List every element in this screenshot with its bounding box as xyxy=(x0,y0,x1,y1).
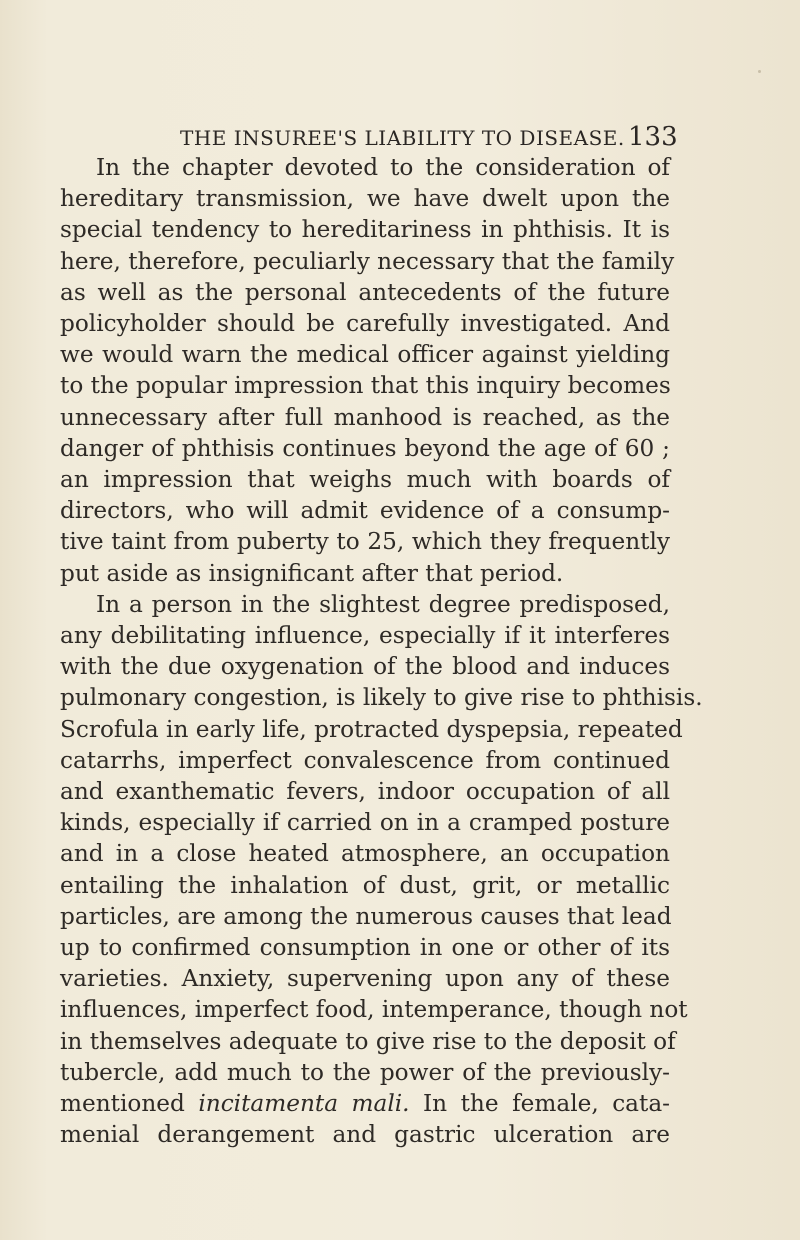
text-line: and exanthematic fevers, indoor occupation of all xyxy=(60,778,670,806)
text-line: policyholder should be carefully investigated. And xyxy=(60,310,670,338)
text-line: varieties. Anxiety, supervening upon any of these xyxy=(60,965,670,993)
text-line: to the popular impression that this inquiry becomes xyxy=(60,372,671,400)
text-line: In a person in the slightest degree predisposed, xyxy=(96,590,670,618)
text-line: Scrofula in early life, protracted dyspepsia, repeated xyxy=(60,715,683,743)
text-line: influences, imperfect food, intemperance, though not xyxy=(60,996,688,1024)
text-line: tive taint from puberty to 25, which they frequently xyxy=(60,528,670,556)
text-segment: In the female, cata- xyxy=(409,1090,670,1118)
running-header: THE INSUREE'S LIABILITY TO DISEASE. xyxy=(180,126,625,150)
text-line: here, therefore, peculiarly necessary that the family xyxy=(60,247,675,275)
page-number: 133 xyxy=(628,122,678,152)
text-line: hereditary transmission, we have dwelt upon the xyxy=(60,185,670,213)
text-line: entailing the inhalation of dust, grit, or metallic xyxy=(60,871,670,899)
text-line: danger of phthisis continues beyond the age of 60 ; xyxy=(60,434,670,462)
text-line-mixed xyxy=(60,1088,670,1119)
text-line: an impression that weighs much with boards of xyxy=(60,466,670,494)
text-line: as well as the personal antecedents of the future xyxy=(60,278,670,306)
text-line: and in a close heated atmosphere, an occupation xyxy=(60,840,670,868)
body-text xyxy=(60,152,703,1151)
text-line: In the chapter devoted to the consideration of xyxy=(96,154,670,181)
text-line: in themselves adequate to give rise to the deposit of xyxy=(60,1027,676,1055)
text-line: unnecessary after full manhood is reached, as the xyxy=(60,403,670,431)
paper-speck xyxy=(758,70,761,73)
text-line: catarrhs, imperfect convalescence from continued xyxy=(60,746,670,774)
text-line: tubercle, add much to the power of the previously- xyxy=(60,1058,670,1086)
text-line: directors, who will admit evidence of a consump- xyxy=(60,497,670,525)
text-line: pulmonary congestion, is likely to give rise to phthisis. xyxy=(60,684,703,712)
text-line: special tendency to hereditariness in phthisis. It is xyxy=(60,216,670,244)
text-line: kinds, especially if carried on in a cramped posture xyxy=(60,809,670,837)
italic-phrase: incitamenta mali. xyxy=(198,1090,410,1118)
text-line: up to confirmed consumption in one or other of its xyxy=(60,934,670,962)
text-line: put aside as insignificant after that period. xyxy=(60,559,564,587)
text-segment: mentioned xyxy=(60,1090,199,1118)
text-line: particles, are among the numerous causes that lead xyxy=(60,902,672,930)
text-line: menial derangement and gastric ulceration are xyxy=(60,1121,670,1149)
text-line: with the due oxygenation of the blood and induces xyxy=(60,653,670,681)
text-line: we would warn the medical officer against yielding xyxy=(60,341,670,369)
text-line: any debilitating influence, especially if it interferes xyxy=(60,622,670,650)
